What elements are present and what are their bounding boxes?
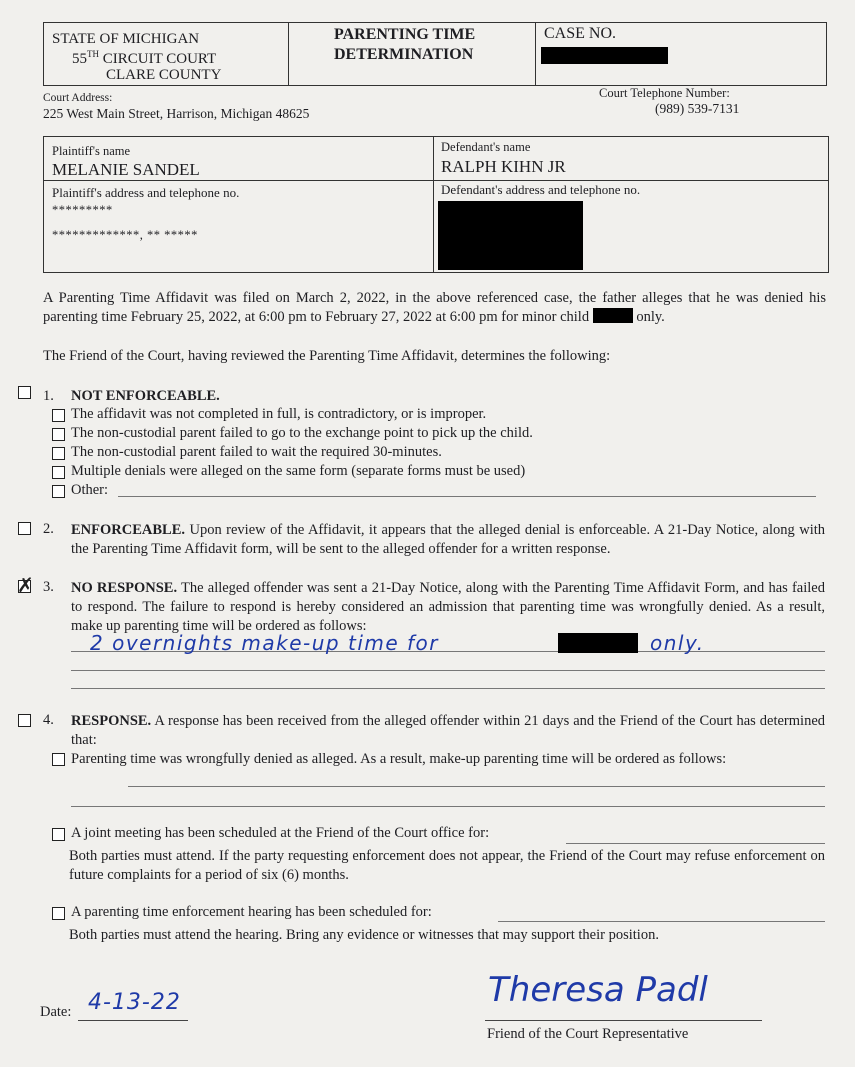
section1-option-1-checkbox[interactable]	[52, 409, 65, 422]
section4-number: 4.	[43, 712, 54, 728]
defendant-name-label: Defendant's name	[441, 140, 531, 154]
section1-option-4-checkbox[interactable]	[52, 466, 65, 479]
signature-line	[485, 1020, 762, 1021]
date-line[interactable]	[78, 1020, 188, 1021]
minor-child-redaction-2	[558, 633, 638, 653]
section1-other-line[interactable]	[118, 496, 816, 497]
section3-number: 3.	[43, 579, 54, 595]
section1-number: 1.	[43, 388, 54, 404]
section3-body: The alleged offender was sent a 21-Day Notice, along with the Parenting Time Affidavit Form, and has failed to respond. The failure to respond is hereby considered an admission that parenting time was wrongfully denied. As a result, make up parenting time will be ordered as follows:	[71, 580, 825, 634]
section2-text	[71, 521, 825, 559]
section4-option-c-line1: A parenting time enforcement hearing has been scheduled for:	[71, 904, 432, 920]
section4-option-a-checkbox[interactable]	[52, 753, 65, 766]
signature-label: Friend of the Court Representative	[487, 1026, 689, 1042]
section2-body: Upon review of the Affidavit, it appears that the alleged denial is enforceable. A 21-Day Notice, along with the Parenting Time Affidavit form, will be sent to the alleged offender for a written response.	[71, 522, 826, 557]
section4-option-a-line-2[interactable]	[71, 806, 825, 807]
determines-text: The Friend of the Court, having reviewed the Parenting Time Affidavit, determines the following:	[43, 348, 611, 364]
case-no-label: CASE NO.	[544, 25, 617, 42]
court-circuit-rest: CIRCUIT COURT	[99, 51, 217, 67]
section4-text	[71, 712, 825, 750]
court-phone: (989) 539-7131	[655, 101, 740, 116]
section1-option-1: The affidavit was not completed in full, is contradictory, or is improper.	[71, 406, 487, 422]
section4-option-c-line[interactable]	[498, 921, 825, 922]
intro-filed-text-b: only.	[636, 309, 665, 325]
section4-option-a-line-1[interactable]	[128, 786, 825, 787]
header-divider-2	[535, 22, 536, 85]
section3-line-2[interactable]	[71, 670, 825, 671]
section4-option-b-line[interactable]	[566, 843, 825, 844]
court-address: 225 West Main Street, Harrison, Michigan 48625	[43, 106, 310, 121]
court-circuit-sup: TH	[87, 49, 99, 59]
section1-option-3-checkbox[interactable]	[52, 447, 65, 460]
section3-title: NO RESPONSE.	[71, 580, 178, 596]
section2-checkbox[interactable]	[18, 522, 31, 535]
plaintiff-name: MELANIE SANDEL	[52, 160, 200, 179]
signature: Theresa Padl	[488, 970, 708, 1010]
defendant-address-label: Defendant's address and telephone no.	[441, 182, 641, 197]
section3-handwritten-b: only.	[650, 631, 705, 655]
plaintiff-address-line2: *************, ** *****	[52, 228, 198, 242]
section3-text	[71, 579, 825, 636]
section3-handwritten-a: 2 overnights make-up time for	[90, 631, 440, 655]
plaintiff-address-label: Plaintiff's address and telephone no.	[52, 185, 240, 200]
intro-filed-text	[43, 289, 826, 327]
section4-option-a: Parenting time was wrongfully denied as alleged. As a result, make-up parenting time will be ordered as follows:	[71, 751, 727, 767]
section4-checkbox[interactable]	[18, 714, 31, 727]
form-title-line1: PARENTING TIME	[334, 26, 476, 43]
plaintiff-name-label: Plaintiff's name	[52, 144, 131, 158]
form-title-line2: DETERMINATION	[334, 46, 474, 63]
section4-option-b-checkbox[interactable]	[52, 828, 65, 841]
header-divider-1	[288, 22, 289, 85]
section3-check-mark: ✗	[17, 573, 34, 597]
section1-title: NOT ENFORCEABLE.	[71, 388, 220, 404]
section2-number: 2.	[43, 521, 54, 537]
parties-divider-h	[43, 180, 828, 181]
section1-option-2: The non-custodial parent failed to go to the exchange point to pick up the child.	[71, 425, 533, 441]
section4-option-c-line2: Both parties must attend the hearing. Bring any evidence or witnesses that may support their position.	[69, 927, 659, 943]
court-state: STATE OF MICHIGAN	[52, 31, 200, 47]
parties-divider-v	[433, 136, 434, 272]
date-value: 4-13-22	[88, 990, 181, 1015]
defendant-name: RALPH KIHN JR	[441, 157, 566, 176]
intro-filed-text-a: A Parenting Time Affidavit was filed on March 2, 2022, in the above referenced case, the father alleges that he was denied his parenting time February 25, 2022, at 6:00 pm to February 27, 2022 at 6:00 pm for minor child	[43, 290, 826, 325]
section1-option-2-checkbox[interactable]	[52, 428, 65, 441]
court-circuit	[72, 49, 216, 68]
section1-option-4: Multiple denials were alleged on the same form (separate forms must be used)	[71, 463, 526, 479]
section4-option-b-line2: Both parties must attend. If the party requesting enforcement does not appear, the Friend of the Court may refuse enforcement on future complaints for a period of six (6) months.	[69, 848, 825, 883]
section3-line-3[interactable]	[71, 688, 825, 689]
section4-title: RESPONSE.	[71, 713, 152, 729]
court-county: CLARE COUNTY	[106, 67, 222, 83]
section1-checkbox[interactable]	[18, 386, 31, 399]
section1-option-3: The non-custodial parent failed to wait the required 30-minutes.	[71, 444, 442, 460]
court-phone-label: Court Telephone Number:	[599, 86, 730, 100]
defendant-address-redaction	[438, 201, 583, 270]
section2-title: ENFORCEABLE.	[71, 522, 186, 538]
section4-body: A response has been received from the alleged offender within 21 days and the Friend of the Court has determined that:	[71, 713, 826, 748]
plaintiff-address-line1: *********	[52, 203, 113, 217]
section1-option-5: Other:	[71, 482, 109, 498]
court-address-label: Court Address:	[43, 92, 113, 104]
section1-option-5-checkbox[interactable]	[52, 485, 65, 498]
court-circuit-number: 55	[72, 51, 87, 67]
case-no-redaction	[541, 47, 668, 64]
section4-option-c-checkbox[interactable]	[52, 907, 65, 920]
section4-option-b-line1: A joint meeting has been scheduled at the Friend of the Court office for:	[71, 825, 490, 841]
parties-box	[43, 136, 829, 273]
date-label: Date:	[40, 1004, 72, 1020]
minor-child-redaction-1	[593, 308, 633, 323]
